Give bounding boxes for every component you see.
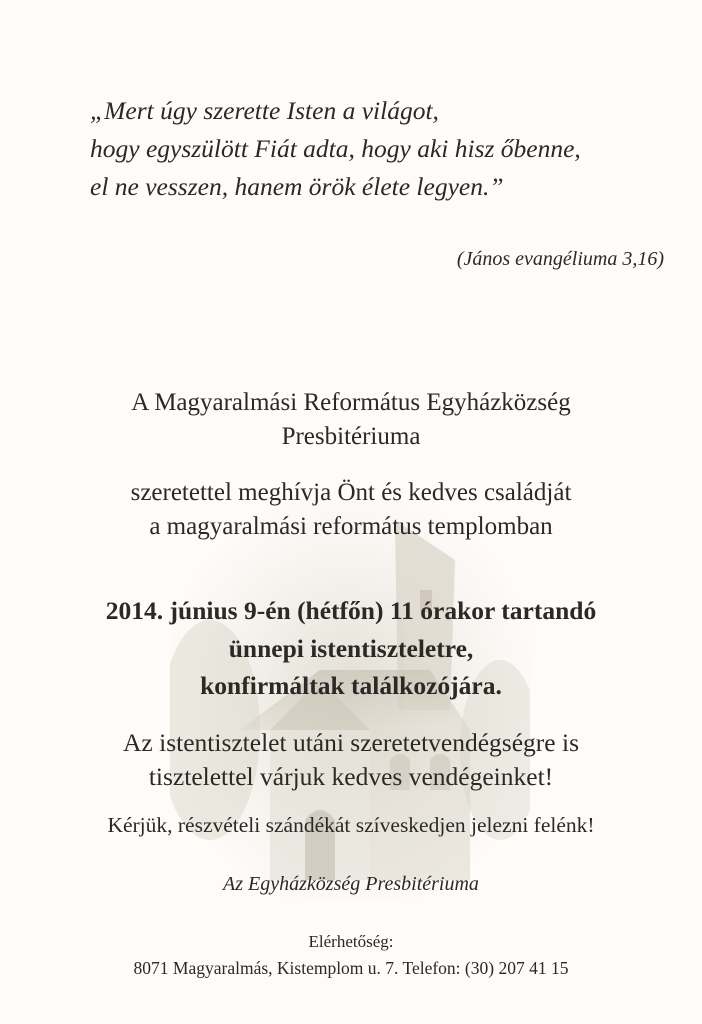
- contact-details: 8071 Magyaralmás, Kistemplom u. 7. Telefon: (30) 207 41 15: [133, 958, 569, 978]
- bible-quote: [90, 92, 680, 206]
- event-line-1: 2014. június 9-én (hétfőn) 11 órakor tartandó: [105, 596, 597, 625]
- signature: Az Egyházközség Presbitériuma: [223, 873, 479, 895]
- quote-line-2: hogy egyszülött Fiát adta, hogy aki hisz őbenne,: [90, 134, 581, 163]
- event-line-2: ünnepi istentiszteletre,: [228, 634, 474, 663]
- invitation-line-2: a magyaralmási református templomban: [149, 513, 553, 540]
- hospitality-line-2: tisztelettel várjuk kedves vendégeinket!: [148, 762, 554, 791]
- quote-reference: (János evangéliuma 3,16): [456, 248, 664, 270]
- contact-label: Elérhetőség:: [308, 932, 394, 951]
- organization-name: A Magyaralmási Református Egyházközség: [131, 389, 571, 416]
- quote-line-3: el ne vesszen, hanem örök élete legyen.”: [90, 172, 504, 201]
- rsvp-request: Kérjük, részvételi szándékát szíveskedjen jelezni felénk!: [107, 813, 595, 837]
- quote-line-1: „Mert úgy szerette Isten a világot,: [90, 96, 439, 125]
- hospitality-line-1: Az istentisztelet utáni szeretetvendégségre is: [123, 728, 579, 757]
- organization-body: Presbitériuma: [281, 423, 421, 450]
- invitation-line-1: szeretettel meghívja Önt és kedves családját: [130, 479, 572, 506]
- event-line-3: konfirmáltak találkozójára.: [200, 671, 502, 700]
